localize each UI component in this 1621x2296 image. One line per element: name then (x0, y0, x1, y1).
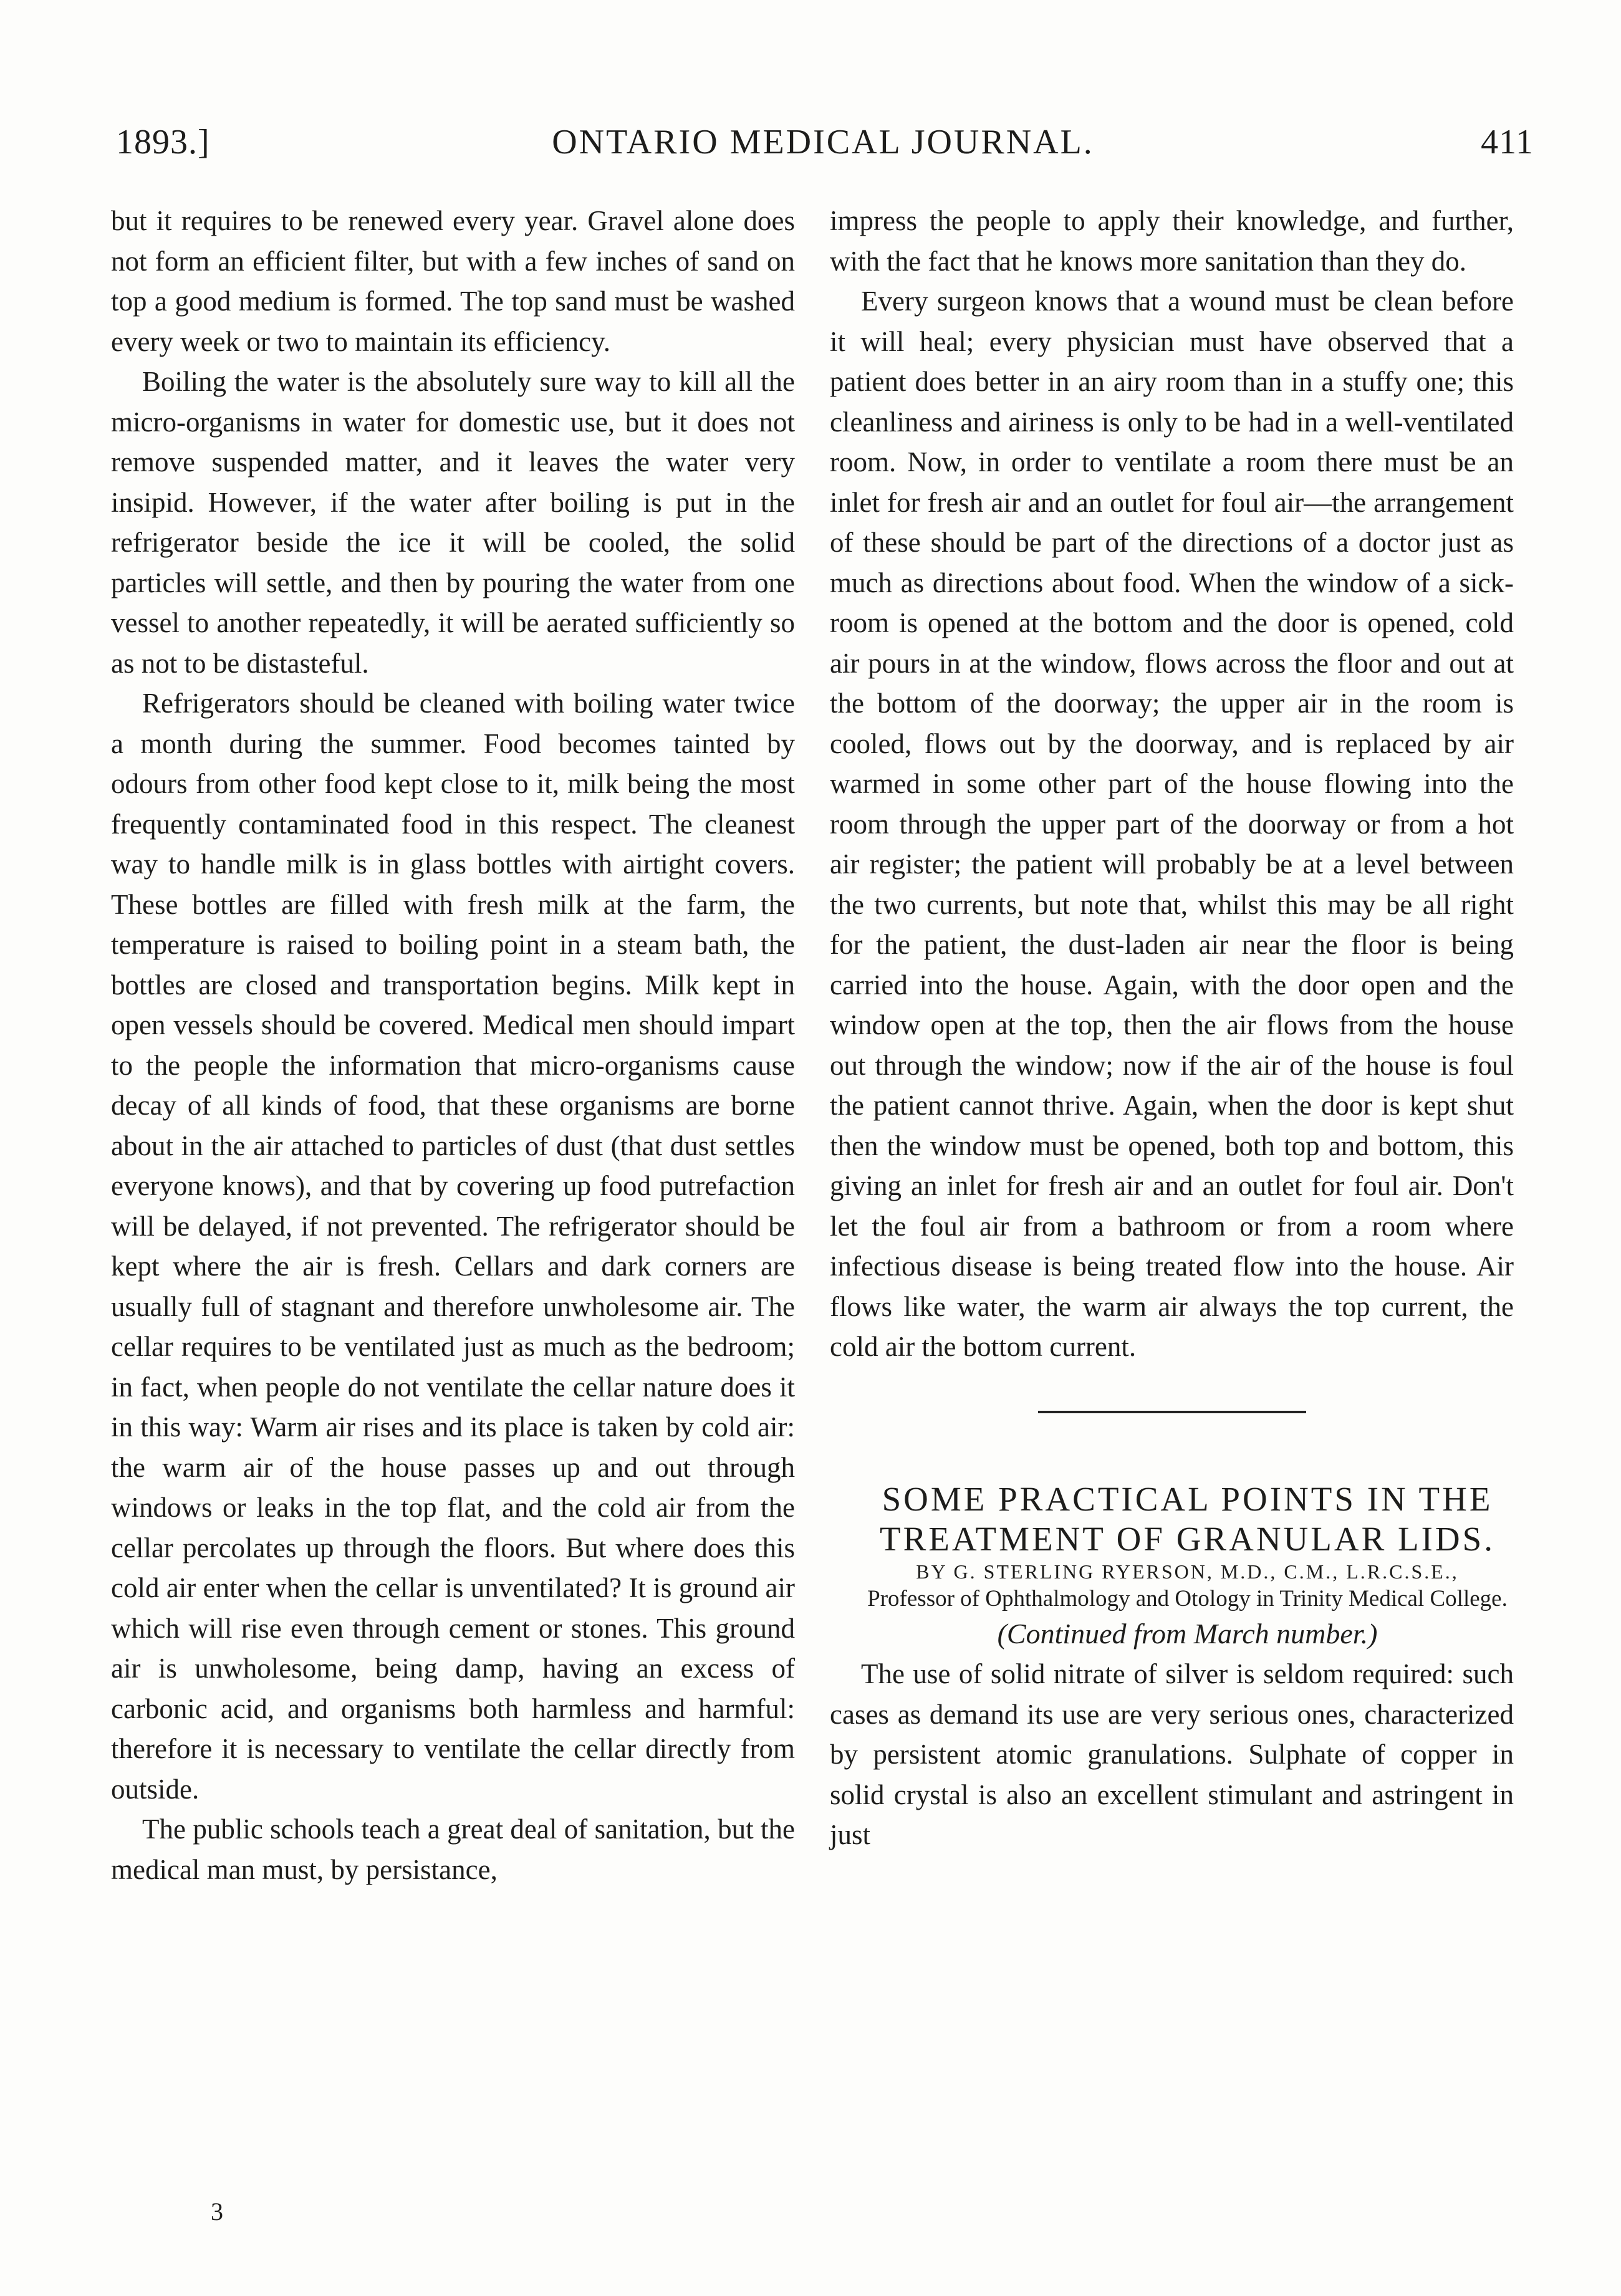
header-year: 1893.] (116, 123, 210, 161)
left-column (111, 201, 795, 1890)
right-column (830, 201, 1514, 1855)
article-title-line: TREATMENT OF GRANULAR LIDS. (879, 1519, 1495, 1558)
running-head (112, 122, 1534, 172)
section-divider (1038, 1411, 1306, 1413)
author-affiliation: Professor of Ophthalmology and Otology in Trinity Medical College. (867, 1585, 1508, 1612)
paragraph: Every surgeon knows that a wound must be clean before it will heal; every physician must have observed that a patient does better in an airy room than in a stuffy one; this cleanliness and airiness is only to be had in a well-ventilated room. Now, in order to ventilate a room there must be an inlet for fresh air and an outlet for foul air—the arrangement of these should be part of the directions of a doctor just as much as directions about food. When the window of a sick-room is opened at the bottom and the door is opened, cold air pours in at the window, flows across the floor and out at the bottom of the doorway; the upper air in the room is cooled, flows out by the doorway, and is replaced by air warmed in some other part of the house flowing into the room through the upper part of the doorway or from a hot air register; the patient will probably be at a level between the two currents, but note that, whilst this may be all right for the patient, the dust-laden air near the floor is being carried into the house. Again, with the door open and the window open at the top, then the air flows from the house out through the window; now if the air of the house is foul the patient cannot thrive. Again, when the door is kept shut then the window must be opened, both top and bottom, this giving an inlet for fresh air and an outlet for foul air. Don't let the foul air from a bathroom or from a room where infectious disease is being treated flow into the house. Air flows like water, the warm air always the top current, the cold air the bottom current. (830, 286, 1514, 1362)
paragraph: Refrigerators should be cleaned with boiling water twice a month during the summer. Food becomes tainted by odours from other food kept close to it, milk being the most frequently contaminated food in this respect. The cleanest way to handle milk is in glass bottles with airtight covers. These bottles are filled with fresh milk at the farm, the temperature is raised to boiling point in a steam bath, the bottles are closed and transportation begins. Milk kept in open vessels should be covered. Medical men should impart to the people the information that micro-organisms cause decay of all kinds of food, that these organisms are borne about in the air attached to particles of dust (that dust settles everyone knows), and that by covering up food putrefaction will be delayed, if not prevented. The refrigerator should be kept where the air is fresh. Cellars and dark corners are usually full of stagnant and therefore unwholesome air. The cellar requires to be ventilated just as much as the bedroom; in fact, when people do not ventilate the cellar nature does it in this way: Warm air rises and its place is taken by cold air: the warm air of the house passes up and out through windows or leaks in the top flat, and the cold air from the cellar percolates up through the floors. But where does this cold air enter when the cellar is unventilated? It is ground air which will rise even through cement or stones. This ground air is unwholesome, being damp, having an excess of carbonic acid, and organisms both harmless and harmful: therefore it is necessary to ventilate the cellar directly from outside. (111, 688, 795, 1805)
article-title-line: SOME PRACTICAL POINTS IN THE (882, 1479, 1493, 1518)
signature-mark: 3 (211, 2198, 223, 2226)
paragraph: The use of solid nitrate of silver is seldom required: such cases as demand its use are very serious ones, characterized by persistent atomic granulations. Sulphate of copper in solid crystal is also an excellent stimulant and astringent in just (830, 1658, 1514, 1850)
paragraph: impress the people to apply their knowledge, and further, with the fact that he knows more sanitation than they do. (830, 205, 1514, 277)
paragraph: Boiling the water is the absolutely sure way to kill all the micro-organisms in water for domestic use, but it does not remove suspended matter, and it leaves the water very insipid. However, if the water after boiling is put in the refrigerator beside the ice it will be cooled, the solid particles will settle, and then by pouring the water from one vessel to another repeatedly, it will be aerated sufficiently so as not to be distasteful. (111, 366, 795, 679)
page-number: 411 (1481, 123, 1534, 161)
paragraph: The public schools teach a great deal of sanitation, but the medical man must, by persistance, (111, 1813, 795, 1885)
continued-note: (Continued from March number.) (997, 1617, 1378, 1650)
paragraph: but it requires to be renewed every year. Gravel alone does not form an efficient filter, but with a few inches of sand on top a good medium is formed. The top sand must be washed every week or two to maintain its efficiency. (111, 205, 795, 357)
author-byline: BY G. STERLING RYERSON, M.D., C.M., L.R.C.S.E., (916, 1560, 1459, 1583)
journal-title: ONTARIO MEDICAL JOURNAL. (552, 123, 1094, 161)
